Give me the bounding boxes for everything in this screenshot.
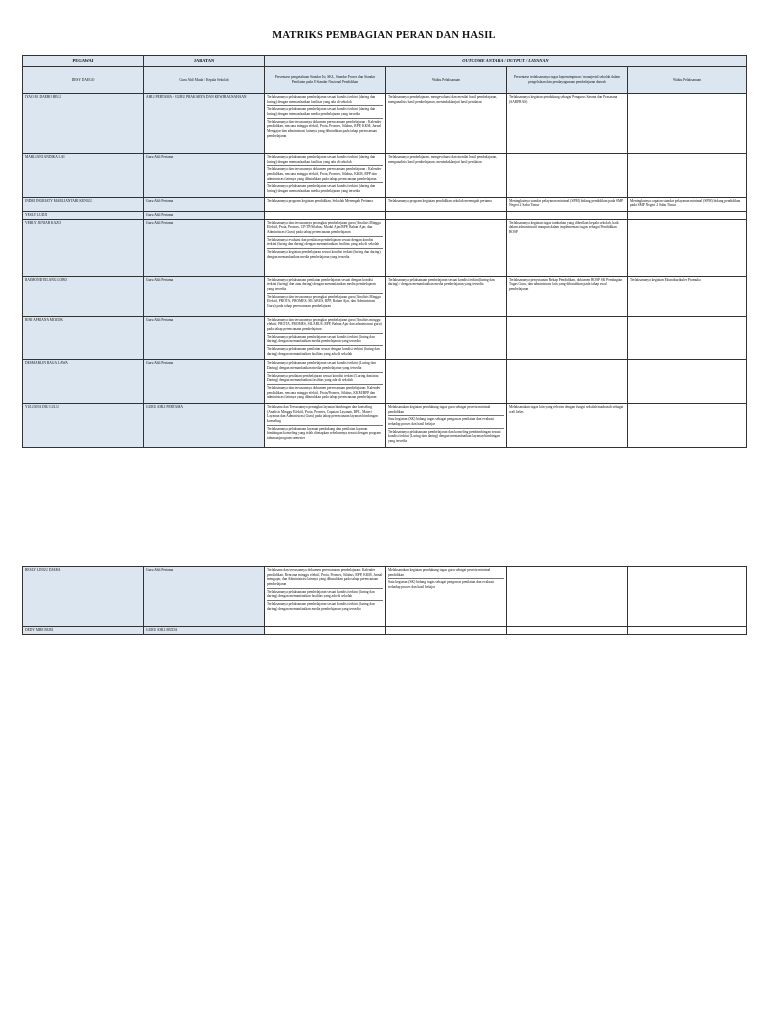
outcome-cell: [265, 316, 386, 360]
outcome-item: Satu kegiatan (SK) bidang tugas sebagai pengawas penilaian dan evaluasi terhadap proses dan hasil belajar: [388, 417, 504, 428]
waktu-cell: [386, 360, 507, 404]
table-body: [23, 93, 747, 447]
jabatan-cell: AHLI PERTAMA - GURU PRAKARYA DAN KEWIRAUSAHAAN: [144, 93, 265, 153]
outcome-cell: [265, 219, 386, 276]
col-header-pegawai: PEGAWAI: [23, 56, 144, 67]
outcome-item: Meningkatnya standar pelayanan minimal (SPM) bidang pendidikan pada SMP Negeri 2 Sabu Timur: [509, 198, 624, 208]
pegawai-cell: RINI AFRIANA MOZOK: [23, 316, 144, 360]
outcome-item: Terlaksananya pelaksanaan layanan pendukung dan penilaian layanan bimbingan konseling yang telah ditetapkan sebelumnya sesuai dengan program tahunan/program semester: [267, 426, 381, 440]
subheader-waktu-2: Waktu Pelaksanaan: [628, 66, 747, 93]
outcome-item: Terlaksananya pelaksanaan pembelajaran sesuai kondisi terkini(luring dan daring) / dengan memanfaatkan media pembelajaran yang tersedia: [388, 277, 495, 287]
outcome-item: Terlaksananya program kegiatan pendidikan sekolah menengah pertama: [388, 198, 492, 203]
outcome-item: Terlaksananya kegiatan Ekstrakurikuler Pramuka: [630, 277, 701, 282]
outcome-cell: [507, 153, 628, 197]
pegawai-cell: INDRI INGRIATY MARLIANTARI KENGU: [23, 197, 144, 211]
outcome-cell: [265, 360, 386, 404]
table-row: [23, 627, 747, 635]
outcome-item: Terlaksananya pelaksanaan pembelajaran dan konseling pembimbingan sesuai kondisi terkini (Luring dan daring) dengan memanfaatkan layanan bimbingan yang tersedia: [388, 429, 501, 443]
waktu-cell: [386, 567, 507, 627]
outcome-item: Terlaksananya dan tersusunnya perangkat pembelajaran guru (Analisis Minggu Efektif, PROTA, PROMES, SILABUS, RPP, Bahan Ajar, dan Administrasi Guru) pada tahap perencanaan pembelajaran: [267, 294, 381, 308]
waktu-cell: [386, 219, 507, 276]
table-row: [23, 276, 747, 316]
outcome-cell: [507, 567, 628, 627]
waktu-cell: [386, 153, 507, 197]
outcome-item: Melaksanakan kegiatan pendukung tugas guru sebagai peserta minimal pendidikan: [388, 568, 504, 579]
jabatan-cell: Guru Ahli Pertama: [144, 276, 265, 316]
waktu-cell: [386, 211, 507, 219]
outcome-item: Terlaksananya penilaian pembelajaran sesuai kondisi terkini (Luring dan/atau Daring) dengan memanfaatkan fasilitas yang ada di sekolah: [267, 374, 383, 385]
table-header-row: [23, 56, 747, 67]
subheader-jabatan: Guru Ahli Muda / Kepala Sekolah: [144, 66, 265, 93]
pegawai-cell: MARLIANI ANDIKA LAI: [23, 153, 144, 197]
outcome-item: Terlaksananya evaluasi dan penilaian pembelajaran sesuai dengan kondisi terkini (luring dan daring) dengan memanfaatkan fasilitas yang ada di sekolah: [267, 238, 383, 249]
outcome-item: Terlaksananya pelaksanaan penilaian pembelajaran sesuai dengan kondisi terkini (luring) dan atau daring) dengan memanfaatkan media pembelajaran yang tersedia: [267, 278, 383, 294]
subheader-pegawai: DESY DAEGO: [23, 66, 144, 93]
waktu-cell: [386, 93, 507, 153]
pegawai-cell: RESLY LINGU DJARA: [23, 567, 144, 627]
outcome-item: Terlaksananya dan tersusunnya dokumen perencanaan pembelajaran : Kalender pendidikan, rencana minggu efektif, Prota, Promes, Silabus, KKM, RPP dan administrasi lainnya yang dibutuhkan pada tahap perencanaan pembelajaran: [267, 167, 383, 183]
pegawai-cell: IYAO M. DAEBO BELI: [23, 93, 144, 153]
table-body-continued: [23, 567, 747, 635]
table-row: [23, 197, 747, 211]
jabatan-cell: Guru Ahli Pertama: [144, 567, 265, 627]
waktu-cell: [628, 403, 747, 447]
jabatan-cell: Guru Ahli Pertama: [144, 316, 265, 360]
jabatan-cell: Guru Ahli Pertama: [144, 153, 265, 197]
outcome-item: Terlaksananya pelaksanaan penilaian sesuai dengan kondisi terkini (luring dan daring) dengan memanfaatkan fasilitas yang ada di sekolah: [267, 346, 380, 356]
col-header-jabatan: JABATAN: [144, 56, 265, 67]
outcome-item: Terlaksananya kegiatan pendukung sebagai Pengurus Sarana dan Prasarana (SARPRAS): [509, 94, 618, 104]
subheader-outcome-1: Persentase pengetahuan Standar Isi, SKL, Standar Proses dan Standar Penilaian pada 8 Standar Nasional Pendidikan: [265, 66, 386, 93]
waktu-cell: [628, 276, 747, 316]
jabatan-cell: Guru Ahli Pertama: [144, 219, 265, 276]
outcome-item: Melaksanakan kegiatan pendukung tugas guru sebagai peserta minimal pendidikan: [388, 405, 504, 416]
role-matrix-table-continued: [22, 566, 747, 635]
outcome-cell: [507, 211, 628, 219]
pegawai-cell: RAIMOND EILANG LOBO: [23, 276, 144, 316]
waktu-cell: [628, 316, 747, 360]
role-matrix-table: [22, 55, 747, 448]
table-row: [23, 567, 747, 627]
outcome-cell: [507, 403, 628, 447]
waktu-cell: [628, 93, 747, 153]
subheader-outcome-2: Persentase terlaksananya tugas kepemimpinan / manajerial sekolah dalam pengelolaan dan pendayagunaan pembelajaran daerah: [507, 66, 628, 93]
outcome-item: Terlaksananya dan tersusunnya perangkat pembelajaran guru (Analisis minggu efektif, PROTA, PROMES, SILABUS, RPP, Bahan Ajar dan administrasi guru) pada tahap perencanaan pembelajaran: [267, 318, 383, 334]
table-row: [23, 219, 747, 276]
waktu-cell: [386, 197, 507, 211]
outcome-item: Meningkatnya capaian standar pelayanan minimal (SPM) bidang pendidikan pada SMP Negeri 2 Sabu Timur: [630, 198, 741, 208]
pegawai-cell: YULIANA DIU LULU: [23, 403, 144, 447]
waktu-cell: [386, 627, 507, 635]
jabatan-cell: Guru Ahli Pertama: [144, 197, 265, 211]
table-row: [23, 93, 747, 153]
jabatan-cell: Guru Ahli Pertama: [144, 211, 265, 219]
outcome-item: Terlaksananya dan tersusunnya dokumen perencanaan pembelajaran : Kalender pendidikan, rencana minggu efektif, Prota, Promes, Silabus, RPP, KKM, Jurnal Mengajar dan administrasi lainnya yang dibutuhkan pada tahap perencanaan pembelajaran: [267, 119, 382, 138]
outcome-cell: [507, 276, 628, 316]
waktu-cell: [386, 403, 507, 447]
outcome-item: Terlaksana dan tersusunnya dokumen perencanaan pembelajaran: Kalender pendidikan, Rencana minggu efektif, Prota, Promes, Silabus, RPP, KKM, Jurnal mengajar, dan Administrasi lainnya yang dibutuhkan pada tahap perencanaan pembelajaran: [267, 568, 383, 589]
outcome-item: Terlaksana dan Tersusunnya perangkat layanan bimbingan dan konseling (Analisis Minggu Efektif, Prota, Promes, Capaian Layanan, RPL, Materi Layanan dan Administrasi Guru) pada tahap perencanaan layanan bimbingan konseling: [267, 405, 383, 426]
table-row: [23, 403, 747, 447]
outcome-cell: [265, 627, 386, 635]
waktu-cell: [628, 360, 747, 404]
outcome-item: Terlaksananya penyusunan Rekap Pendidikan, dokumen BOSP SK Pembagian Tugas Guru, dan administrasi lain yang dibutuhkan pada tahap awal pembelajaran: [509, 277, 623, 291]
outcome-item: Terlaksananya pelaksanaan pembelajaran sesuai kondisi terkini (daring dan luring) dengan memanfaatkan media pembelajaran yang tersedia: [267, 184, 376, 193]
table-row: [23, 316, 747, 360]
jabatan-cell: Guru Ahli Pertama: [144, 360, 265, 404]
outcome-cell: [265, 153, 386, 197]
outcome-cell: [265, 403, 386, 447]
waktu-cell: [628, 197, 747, 211]
waktu-cell: [386, 316, 507, 360]
waktu-cell: [628, 627, 747, 635]
outcome-item: Terlaksananya pelaksanaan pembelajaran sesuai kondisi terkini (daring dan luring) dengan memanfaatkan fasilitas yang ada di sekolah: [267, 95, 383, 106]
outcome-cell: [507, 627, 628, 635]
document-title: MATRIKS PEMBAGIAN PERAN DAN HASIL: [272, 30, 496, 41]
jabatan-cell: GURU AHLI MUDA: [144, 627, 265, 635]
outcome-cell: [507, 360, 628, 404]
outcome-cell: [265, 197, 386, 211]
table-row: [23, 360, 747, 404]
outcome-cell: [507, 316, 628, 360]
outcome-cell: [507, 93, 628, 153]
outcome-cell: [265, 93, 386, 153]
pegawai-cell: YESLY LUDJI: [23, 211, 144, 219]
outcome-item: Terlaksananya pelaksanaan pembelajaran sesuai kondisi terkini (luring dan daring) dengan memanfaatkan media pembelajaran yang tersedia: [267, 335, 383, 346]
outcome-item: Terlaksananya pembelajaran, mengevaluasi dan menilai hasil pembelajaran, menganalisis hasil pembelajaran, menindaklanjuti hasil penilaian: [388, 154, 498, 164]
outcome-item: Satu kegiatan (SK) bidang tugas sebagai pengawas penilaian dan evaluasi terhadap proses dan hasil belajar: [388, 580, 495, 590]
outcome-item: Terlaksananya pembelajaran, mengevaluasi dan menilai hasil pembelajaran, menganalisis hasil pembelajaran, menindaklanjuti hasil penilaian: [388, 94, 498, 104]
pegawai-cell: VERLY JUNIAR KAZO: [23, 219, 144, 276]
table-row: [23, 211, 747, 219]
outcome-item: Terlaksananya pelaksanaan pembelajaran sesuai kondisi terkini (Luring dan Daring) dengan memanfaatkan media pembelajaran yang tersedia: [267, 361, 383, 372]
outcome-item: Terlaksananya kegiatan tugas tambahan yang diberikan kepala sekolah, baik dalam administratif maupun dalam implementasi tugas sebagai Pendidikan BOSP: [509, 220, 619, 234]
waktu-cell: [386, 276, 507, 316]
jabatan-cell: GURU AHLI PERTAMA: [144, 403, 265, 447]
outcome-item: Terlaksananya dan tersusunnya dokumen perencanaan pembelajaran: Kalender pendidikan, rencana minggu efektif, Prota/Promes, Silabus, KKM/RPP dan administrasi lainnya yang dibutuhkan pada tahap perencanaan pembelajaran: [267, 385, 381, 400]
subheader-waktu-1: Waktu Pelaksanaan: [386, 66, 507, 93]
outcome-item: Terlaksananya program kegiatan pendidikan, Sekolah Menengah Pertama: [267, 198, 373, 203]
col-header-outcome: OUTCOME ANTARA / OUTPUT / LAYANAN: [265, 56, 747, 67]
outcome-cell: [265, 276, 386, 316]
table-row: [23, 153, 747, 197]
outcome-item: Terlaksananya kegiatan pembelajaran sesuai kondisi terkini (luring dan daring) dengan memanfaatkan media pembelajaran yang tersedia: [267, 249, 381, 259]
waktu-cell: [628, 567, 747, 627]
pegawai-cell: DESMARLIN RAGA LAWA: [23, 360, 144, 404]
outcome-item: Terlaksananya pelaksanaan pembelajaran sesuai kondisi terkini (daring dan luring) dengan memanfaatkan fasilitas yang ada di sekolah: [267, 155, 383, 166]
waktu-cell: [628, 153, 747, 197]
outcome-item: Terlaksananya pelaksanaan pembelajaran sesuai kondisi terkini (daring dan luring) dengan memanfaatkan media pembelajaran yang tersedia: [267, 107, 383, 118]
waktu-cell: [628, 219, 747, 276]
outcome-item: Melaksanakan tugas lain yang relevan dengan fungsi sekolah/madrasah sebagai wali kelas: [509, 404, 624, 414]
outcome-cell: [265, 211, 386, 219]
table-subheader-row: [23, 66, 747, 93]
pegawai-cell: DEDY MBE BURI: [23, 627, 144, 635]
outcome-item: Terlaksananya pelaksanaan pembelajaran sesuai kondisi terkini (luring dan daring) dengan memanfaatkan fasilitas yang ada di sekolah: [267, 590, 383, 601]
outcome-item: Terlaksananya dan tersusunnya perangkat pembelajaran guru (Analisis Minggu Efektif, Prota, Promes, CP/TP/Silabus, Modul Ajar/RPP, Bahan Ajar, dan Administrasi Guru) pada tahap perencanaan pembelajaran: [267, 221, 383, 237]
waktu-cell: [628, 211, 747, 219]
outcome-cell: [507, 197, 628, 211]
outcome-cell: [507, 219, 628, 276]
outcome-item: Terlaksananya pelaksanaan pembelajaran sesuai kondisi terkini (luring dan daring) dengan memanfaatkan media pembelajaran yang tersedia: [267, 602, 375, 611]
outcome-cell: [265, 567, 386, 627]
